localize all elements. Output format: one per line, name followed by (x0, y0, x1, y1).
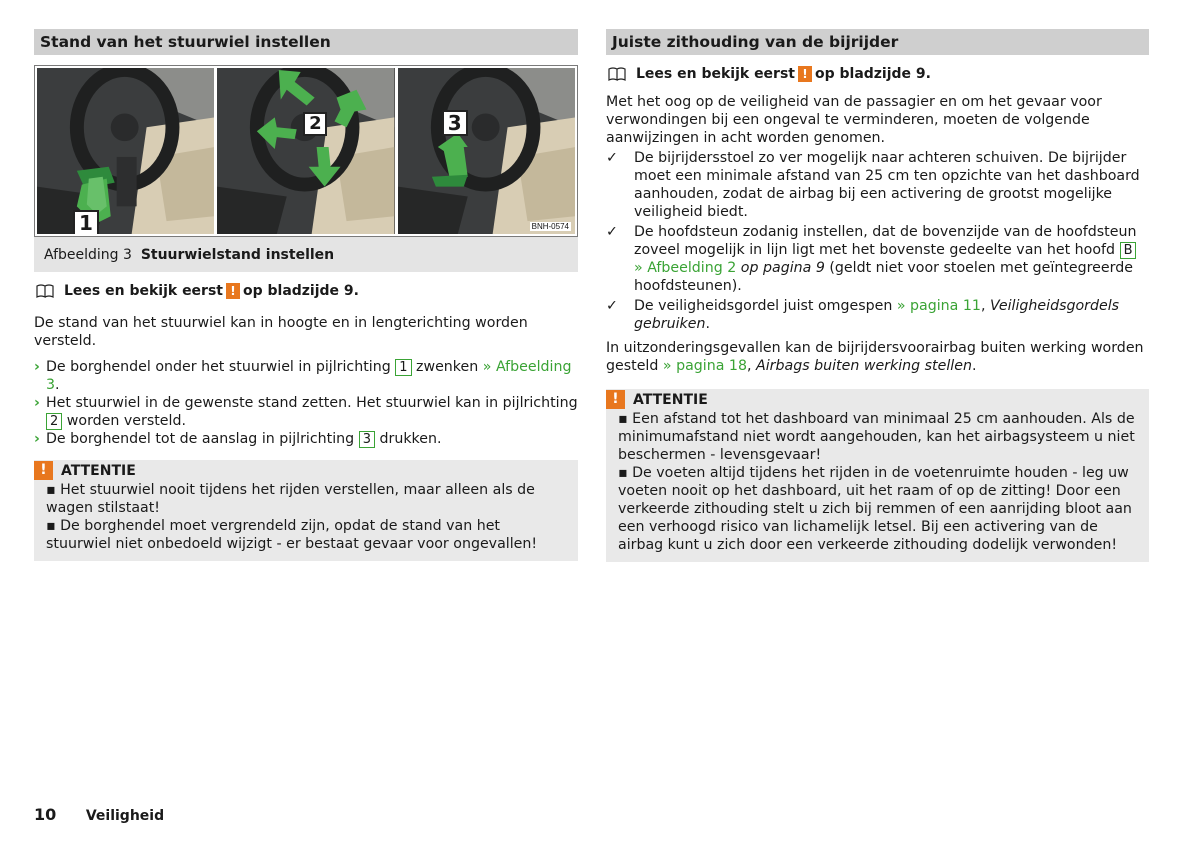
figure-panel-1 (37, 68, 214, 234)
steering-illustration-3 (398, 68, 575, 234)
section-title: Juiste zithouding van de bijrijder (606, 29, 1149, 55)
arrow-icon: › (34, 431, 40, 447)
reference-link[interactable]: op bladzijde 9. (814, 66, 931, 82)
figure-panel-2 (217, 68, 394, 234)
intro-text: Met het oog op de veiligheid van de passagier en om het gevaar voor verwondingen bij een ongeval te verminderen, moeten de volgende aanwijzingen in acht worden genomen. (606, 94, 1102, 146)
page-footer (34, 806, 164, 825)
list-item: ✓ De veiligheidsgordel juist omgespen » pagina 11, Veiligheidsgordels gebruiken. (606, 298, 1120, 332)
warning-icon: ! (226, 283, 240, 299)
steering-illustration-2 (217, 68, 394, 234)
step-text: zwenken (416, 359, 479, 375)
page-link[interactable]: » pagina 18 (662, 358, 747, 374)
figure-code: BNH-0574 (531, 222, 569, 231)
caption-prefix: Afbeelding 3 (44, 247, 132, 263)
arrow-icon: › (34, 395, 40, 411)
attention-item: ▪ De borghendel moet vergrendeld zijn, opdat de stand van het stuurwiel niet onbedoeld wijzigt - er bestaat gevaar voor ongevallen! (46, 518, 538, 552)
attention-title: ATTENTIE (633, 391, 708, 408)
exception-text: In uitzonderingsgevallen kan de bijrijdersvoorairbag buiten werking worden gesteld » pagina 18, Airbags buiten werking stellen. (606, 340, 1144, 374)
page-number: 10 (34, 805, 57, 824)
right-column (606, 29, 1149, 562)
warning-icon: ! (34, 461, 53, 480)
list-item (606, 149, 1149, 221)
steps-list (34, 358, 578, 448)
attention-item: ▪ De voeten altijd tijdens het rijden in de voetenruimte houden - leg uw voeten nooit op het dashboard, uit het raam of op de zitting! Door een verkeerde zithouding stelt u zich bij remmen of een aanrijding bloot aan een verhoogd risico van lichamelijk letsel. Bij een activering van de airbag kunt u zich door een verkeerde zithouding dodelijk verwonden! (618, 465, 1132, 553)
section-ref: Veiligheidsgordels gebruiken (634, 298, 1120, 332)
step-text: De borghendel tot de aanslag in pijlrichting (46, 431, 355, 447)
reference-line (34, 282, 578, 300)
marker-1: 1 (73, 210, 99, 234)
book-icon (608, 67, 626, 81)
warning-icon: ! (798, 66, 812, 82)
attention-title: ATTENTIE (61, 462, 136, 479)
marker-ref: 2 (46, 413, 62, 430)
reference-pre: Lees en bekijk eerst (636, 66, 795, 82)
step-text: worden versteld. (66, 413, 186, 429)
marker-2: 2 (303, 112, 327, 136)
section-ref: Airbags buiten werking stellen (756, 358, 972, 374)
caption-title: Stuurwielstand instellen (140, 247, 335, 263)
reference-link[interactable]: op bladzijde 9. (242, 283, 359, 299)
page-ref: op pagina 9 (740, 260, 825, 276)
figure-link[interactable]: » Afbeelding 2 (634, 260, 737, 276)
checklist (606, 149, 1149, 333)
exception-post: . (971, 358, 977, 374)
marker-ref: B (1120, 242, 1137, 259)
attention-header (34, 460, 578, 481)
step-text: Het stuurwiel in de gewenste stand zetten. Het stuurwiel kan in pijlrichting (46, 395, 578, 411)
step-text: drukken. (379, 431, 442, 447)
marker-ref: 3 (359, 431, 375, 448)
list-item (34, 430, 578, 448)
figure (34, 65, 578, 237)
attention-box (606, 389, 1149, 562)
figure-caption (34, 237, 578, 272)
intro-text: De stand van het stuurwiel kan in hoogte en in lengterichting worden versteld. (34, 315, 528, 349)
attention-header (606, 389, 1149, 410)
footer-section: Veiligheid (85, 808, 165, 824)
step-text: De borghendel onder het stuurwiel in pijlrichting (46, 359, 391, 375)
reference-line (606, 65, 1149, 83)
list-item (34, 358, 578, 394)
reference-pre: Lees en bekijk eerst (64, 283, 223, 299)
page-link[interactable]: » pagina 11 (896, 298, 981, 314)
left-column (34, 29, 578, 561)
list-item (34, 394, 578, 430)
check-icon: ✓ (606, 150, 618, 166)
check-text: . (705, 316, 710, 332)
figure-panel-3 (398, 68, 575, 234)
check-icon: ✓ (606, 298, 618, 314)
check-text: (geldt niet voor stoelen met geïntegreerde hoofdsteunen). (634, 260, 1133, 294)
check-text: De veiligheidsgordel juist omgespen (634, 298, 893, 314)
attention-item: ▪ Het stuurwiel nooit tijdens het rijden verstellen, maar alleen als de wagen stilstaat! (46, 482, 535, 516)
arrow-icon: › (34, 359, 40, 375)
figure-link[interactable]: » Afbeelding 3 (46, 359, 572, 393)
list-item (606, 223, 1149, 295)
warning-icon: ! (606, 390, 625, 409)
book-icon (36, 284, 54, 298)
check-text: De bijrijdersstoel zo ver mogelijk naar achteren schuiven. De bijrijder moet een minimale afstand van 25 cm ten opzichte van het dashboard aanhouden, zodat de airbag bij een activering de grootst mogelijke veiligheid biedt. (634, 150, 1140, 220)
attention-item: ▪ Een afstand tot het dashboard van minimaal 25 cm aanhouden. Als de minimumafstand niet wordt aangehouden, kan het airbagsysteem u niet beschermen - levensgevaar! (618, 411, 1135, 463)
check-text: De hoofdsteun zodanig instellen, dat de bovenzijde van de hoofdsteun zoveel mogelijk in lijn ligt met het bovenste gedeelte van het hoofd (634, 224, 1137, 258)
marker-ref: 1 (395, 359, 411, 376)
steering-illustration-1 (37, 68, 214, 234)
step-text: . (55, 377, 60, 393)
check-icon: ✓ (606, 224, 618, 240)
exception-pre: In uitzonderingsgevallen kan de bijrijdersvoorairbag buiten werking worden gesteld (606, 340, 1144, 374)
section-title: Stand van het stuurwiel instellen (34, 29, 578, 55)
attention-box (34, 460, 578, 561)
marker-3: 3 (442, 110, 468, 136)
